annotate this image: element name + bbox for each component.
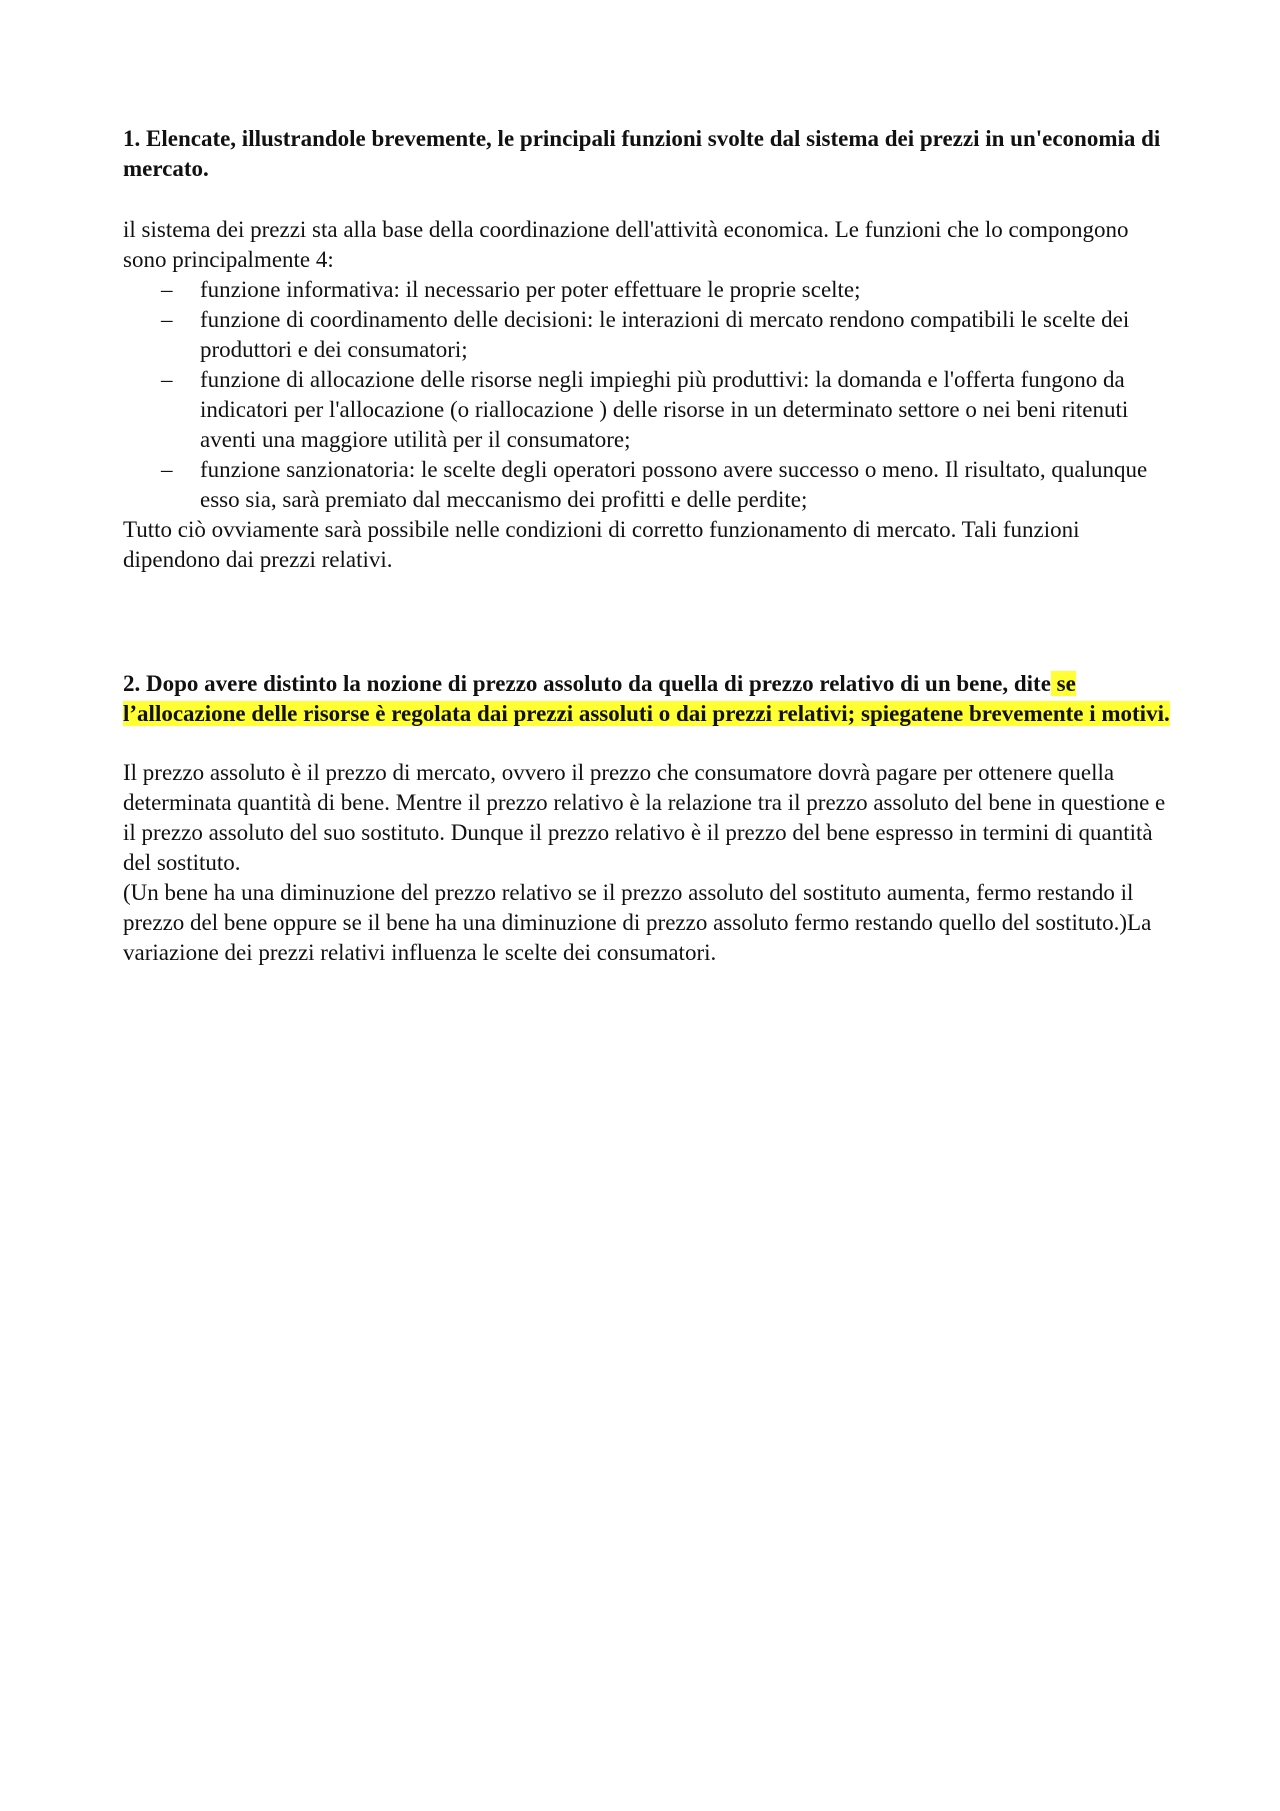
answer-2-paragraph-2: (Un bene ha una diminuzione del prezzo relativo se il prezzo assoluto del sostituto aumenta, fermo restando il prezzo del bene oppure se il bene ha una diminuzione di prezzo assoluto fermo restando quello del sostituto.)La variazione dei prezzi relativi influenza le scelte dei consumatori. — [123, 880, 1152, 965]
list-item — [123, 305, 1173, 365]
list-item-text: funzione di allocazione delle risorse negli impieghi più produttivi: la domanda e l'offerta fungono da indicatori per l'allocazione (o riallocazione ) delle risorse in un determinato settore o nei beni ritenuti aventi una maggiore utilità per il consumatore; — [200, 367, 1129, 452]
dash-bullet-icon: – — [161, 307, 173, 332]
dash-bullet-icon: – — [161, 277, 173, 302]
document-page — [123, 124, 1173, 968]
list-item-text: funzione informativa: il necessario per poter effettuare le proprie scelte; — [200, 277, 861, 302]
dash-bullet-icon: – — [161, 367, 173, 392]
list-item-text: funzione di coordinamento delle decisioni: le interazioni di mercato rendono compatibili le scelte dei produttori e dei consumatori; — [200, 307, 1130, 362]
question-2-title — [123, 669, 1173, 729]
dash-bullet-icon: – — [161, 457, 173, 482]
list-item — [123, 365, 1173, 455]
answer-1-conclusion: Tutto ciò ovviamente sarà possibile nelle condizioni di corretto funzionamento di mercato. Tali funzioni dipendono dai prezzi relativi. — [123, 517, 1080, 572]
question-2-plain: 2. Dopo avere distinto la nozione di prezzo assoluto da quella di prezzo relativo di un bene, dite — [123, 671, 1051, 696]
answer-1-intro: il sistema dei prezzi sta alla base della coordinazione dell'attività economica. Le funzioni che lo compongono sono principalmente 4: — [123, 217, 1129, 272]
list-item — [123, 275, 1173, 305]
answer-2-paragraph-1: Il prezzo assoluto è il prezzo di mercato, ovvero il prezzo che consumatore dovrà pagare per ottenere quella determinata quantità di bene. Mentre il prezzo relativo è la relazione tra il prezzo assoluto del bene in questione e il prezzo assoluto del suo sostituto. Dunque il prezzo relativo è il prezzo del bene espresso in termini di quantità del sostituto. — [123, 760, 1166, 875]
functions-list — [123, 275, 1173, 515]
question-1-title: 1. Elencate, illustrandole brevemente, le principali funzioni svolte dal sistema dei prezzi in un'economia di mercato. — [123, 126, 1161, 181]
question-2-highlight: se l’allocazione delle risorse è regolata dai prezzi assoluti o dai prezzi relativi; spiegatene brevemente i motivi. — [123, 671, 1170, 726]
list-item — [123, 455, 1173, 515]
list-item-text: funzione sanzionatoria: le scelte degli operatori possono avere successo o meno. Il risultato, qualunque esso sia, sarà premiato dal meccanismo dei profitti e delle perdite; — [200, 457, 1148, 512]
